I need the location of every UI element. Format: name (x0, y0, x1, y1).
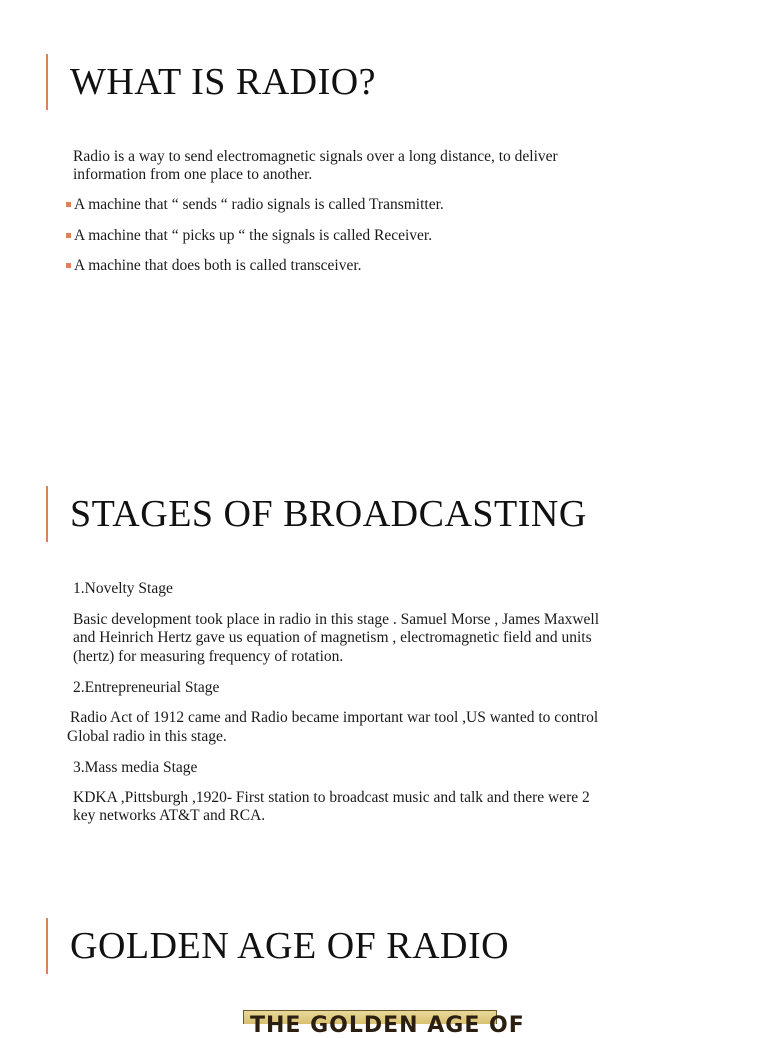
bullet-square-icon (66, 233, 71, 238)
slide-accent-bar (46, 54, 48, 110)
stage-heading: 3.Mass media Stage (73, 759, 198, 776)
stage-body-line: KDKA ,Pittsburgh ,1920- First station to broadcast music and talk and there were 2 (73, 789, 590, 806)
bullet-text: A machine that “ sends “ radio signals is called Transmitter. (74, 196, 444, 213)
stage-body-line: (hertz) for measuring frequency of rotation. (73, 648, 344, 665)
intro-line: information from one place to another. (73, 166, 313, 183)
slide-accent-bar (46, 918, 48, 974)
slide-title: STAGES OF BROADCASTING (70, 493, 587, 535)
poster-title-text: THE GOLDEN AGE OF (250, 1013, 525, 1038)
stage-body-line: Radio Act of 1912 came and Radio became important war tool ,US wanted to control (70, 709, 599, 726)
bullet-item (66, 196, 444, 215)
bullet-text: A machine that does both is called transceiver. (74, 257, 362, 274)
bullet-text: A machine that “ picks up “ the signals is called Receiver. (74, 227, 433, 244)
slide-title: WHAT IS RADIO? (70, 61, 377, 103)
bullet-item (66, 227, 432, 246)
bullet-square-icon (66, 263, 71, 268)
slide-title: GOLDEN AGE OF RADIO (70, 925, 510, 967)
bullet-square-icon (66, 202, 71, 207)
stage-heading: 2.Entrepreneurial Stage (73, 679, 220, 696)
stage-body-line: and Heinrich Hertz gave us equation of magnetism , electromagnetic field and units (73, 629, 592, 646)
slide-accent-bar (46, 486, 48, 542)
stage-body-line: Basic development took place in radio in this stage . Samuel Morse , James Maxwell (73, 611, 600, 628)
intro-line: Radio is a way to send electromagnetic signals over a long distance, to deliver (73, 148, 558, 165)
stage-body-line: Global radio in this stage. (67, 728, 227, 745)
stage-heading: 1.Novelty Stage (73, 580, 173, 597)
stage-body-line: key networks AT&T and RCA. (73, 807, 266, 824)
golden-age-poster-image (243, 1010, 525, 1038)
bullet-item (66, 257, 362, 276)
